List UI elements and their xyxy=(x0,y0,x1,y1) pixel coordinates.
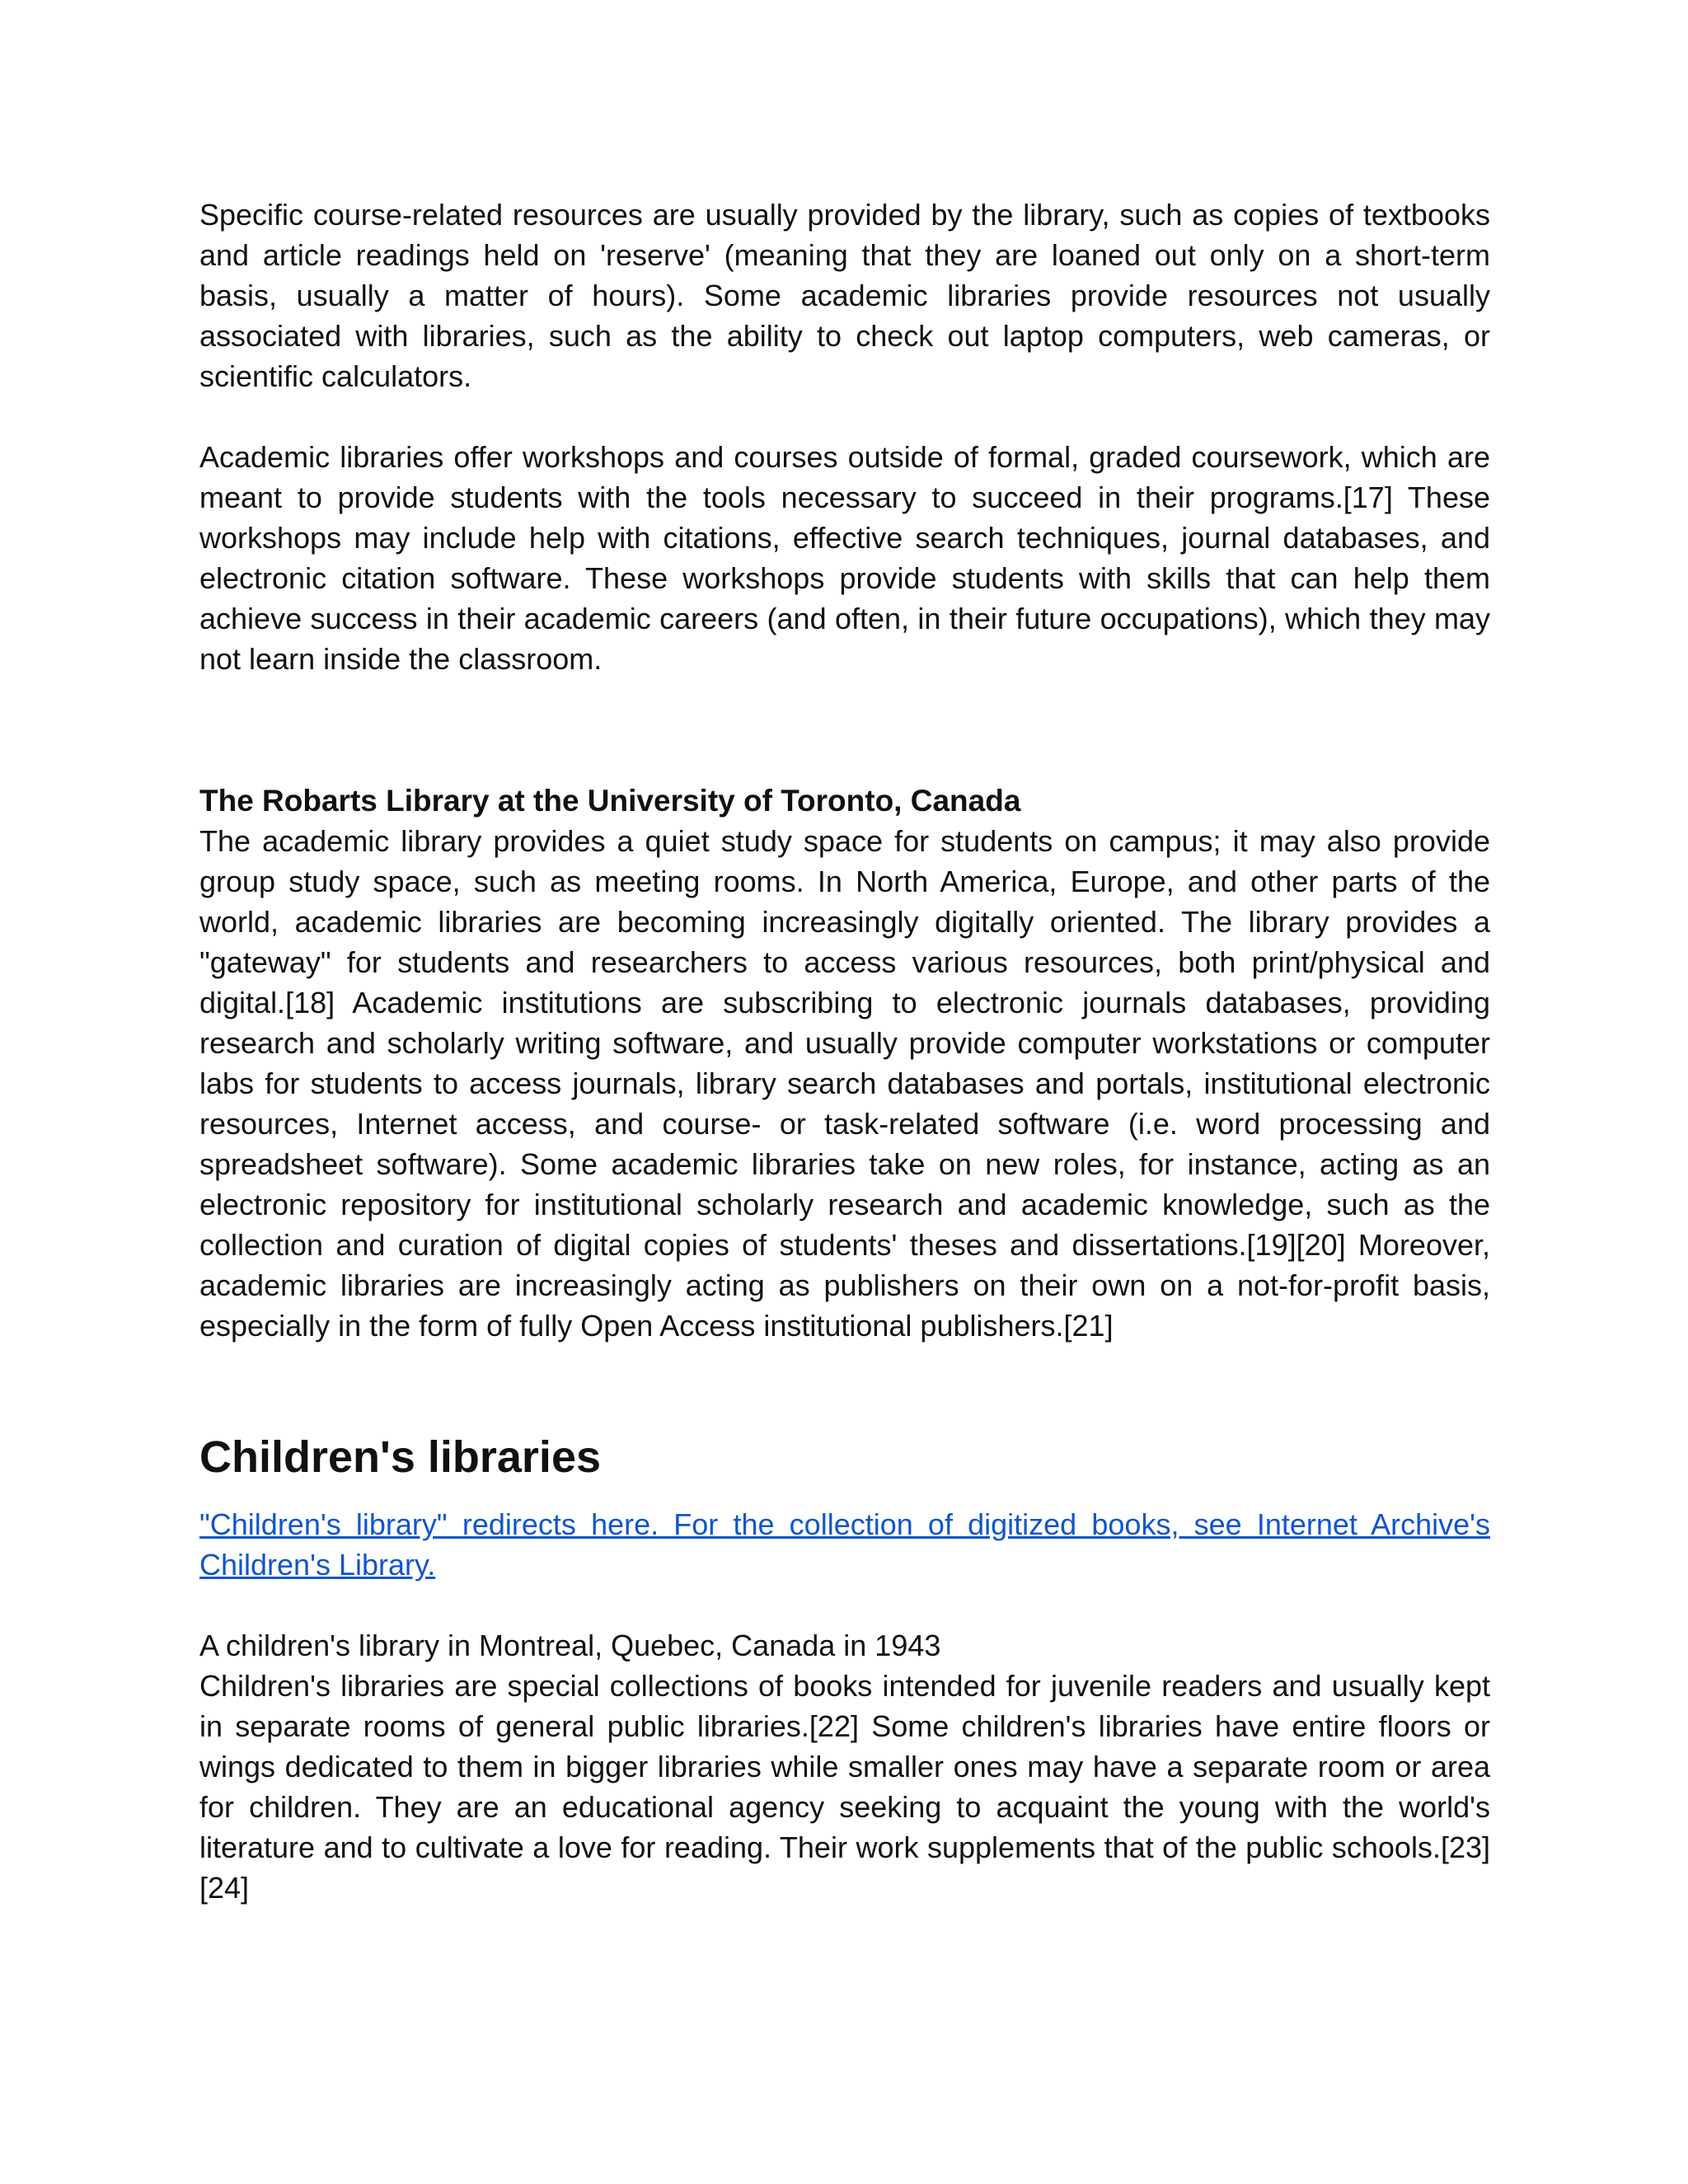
document-page xyxy=(199,194,1490,1908)
paragraph-reserve-resources: Specific course-related resources are usually provided by the library, such as copies of textbooks and article readings held on 'reserve' (meaning that they are loaned out only on a short-term basis, usually a matter of hours). Some academic libraries provide resources not usually associated with libraries, such as the ability to check out laptop computers, web cameras, or scientific calculators. xyxy=(199,198,1490,393)
paragraph-workshops: Academic libraries offer workshops and courses outside of formal, graded coursework, which are meant to provide students with the tools necessary to succeed in their programs.[17] These workshops may include help with citations, effective search techniques, journal databases, and electronic citation software. These workshops provide students with skills that can help them achieve success in their academic careers (and often, in their future occupations), which they may not learn inside the classroom. xyxy=(199,440,1490,676)
paragraph-childrens-libraries: Children's libraries are special collections of books intended for juvenile readers and usually kept in separate rooms of general public libraries.[22] Some children's libraries have entire floors or wings dedicated to them in bigger libraries while smaller ones may have a separate room or area for children. They are an educational agency seeking to acquaint the young with the world's literature and to cultivate a love for reading. Their work supplements that of the public schools.[23][24] xyxy=(199,1669,1490,1905)
redirect-hatnote-link[interactable]: "Children's library" redirects here. For the collection of digitized books, see Internet Archive's Children's Library. xyxy=(199,1507,1490,1582)
montreal-library-caption: A children's library in Montreal, Quebec, Canada in 1943 xyxy=(199,1629,941,1662)
section-heading-childrens-libraries: Children's libraries xyxy=(199,1432,602,1482)
robarts-library-caption: The Robarts Library at the University of Toronto, Canada xyxy=(199,784,1021,818)
paragraph-study-space: The academic library provides a quiet study space for students on campus; it may also provide group study space, such as meeting rooms. In North America, Europe, and other parts of the world, academic libraries are becoming increasingly digitally oriented. The library provides a "gateway" for students and researchers to access various resources, both print/physical and digital.[18] Academic institutions are subscribing to electronic journals databases, providing research and scholarly writing software, and usually provide computer workstations or computer labs for students to access journals, library search databases and portals, institutional electronic resources, Internet access, and course- or task-related software (i.e. word processing and spreadsheet software). Some academic libraries take on new roles, for instance, acting as an electronic repository for institutional scholarly research and academic knowledge, such as the collection and curation of digital copies of students' theses and dissertations.[19][20] Moreover, academic libraries are increasingly acting as publishers on their own on a not-for-profit basis, especially in the form of fully Open Access institutional publishers.[21] xyxy=(199,824,1490,1343)
